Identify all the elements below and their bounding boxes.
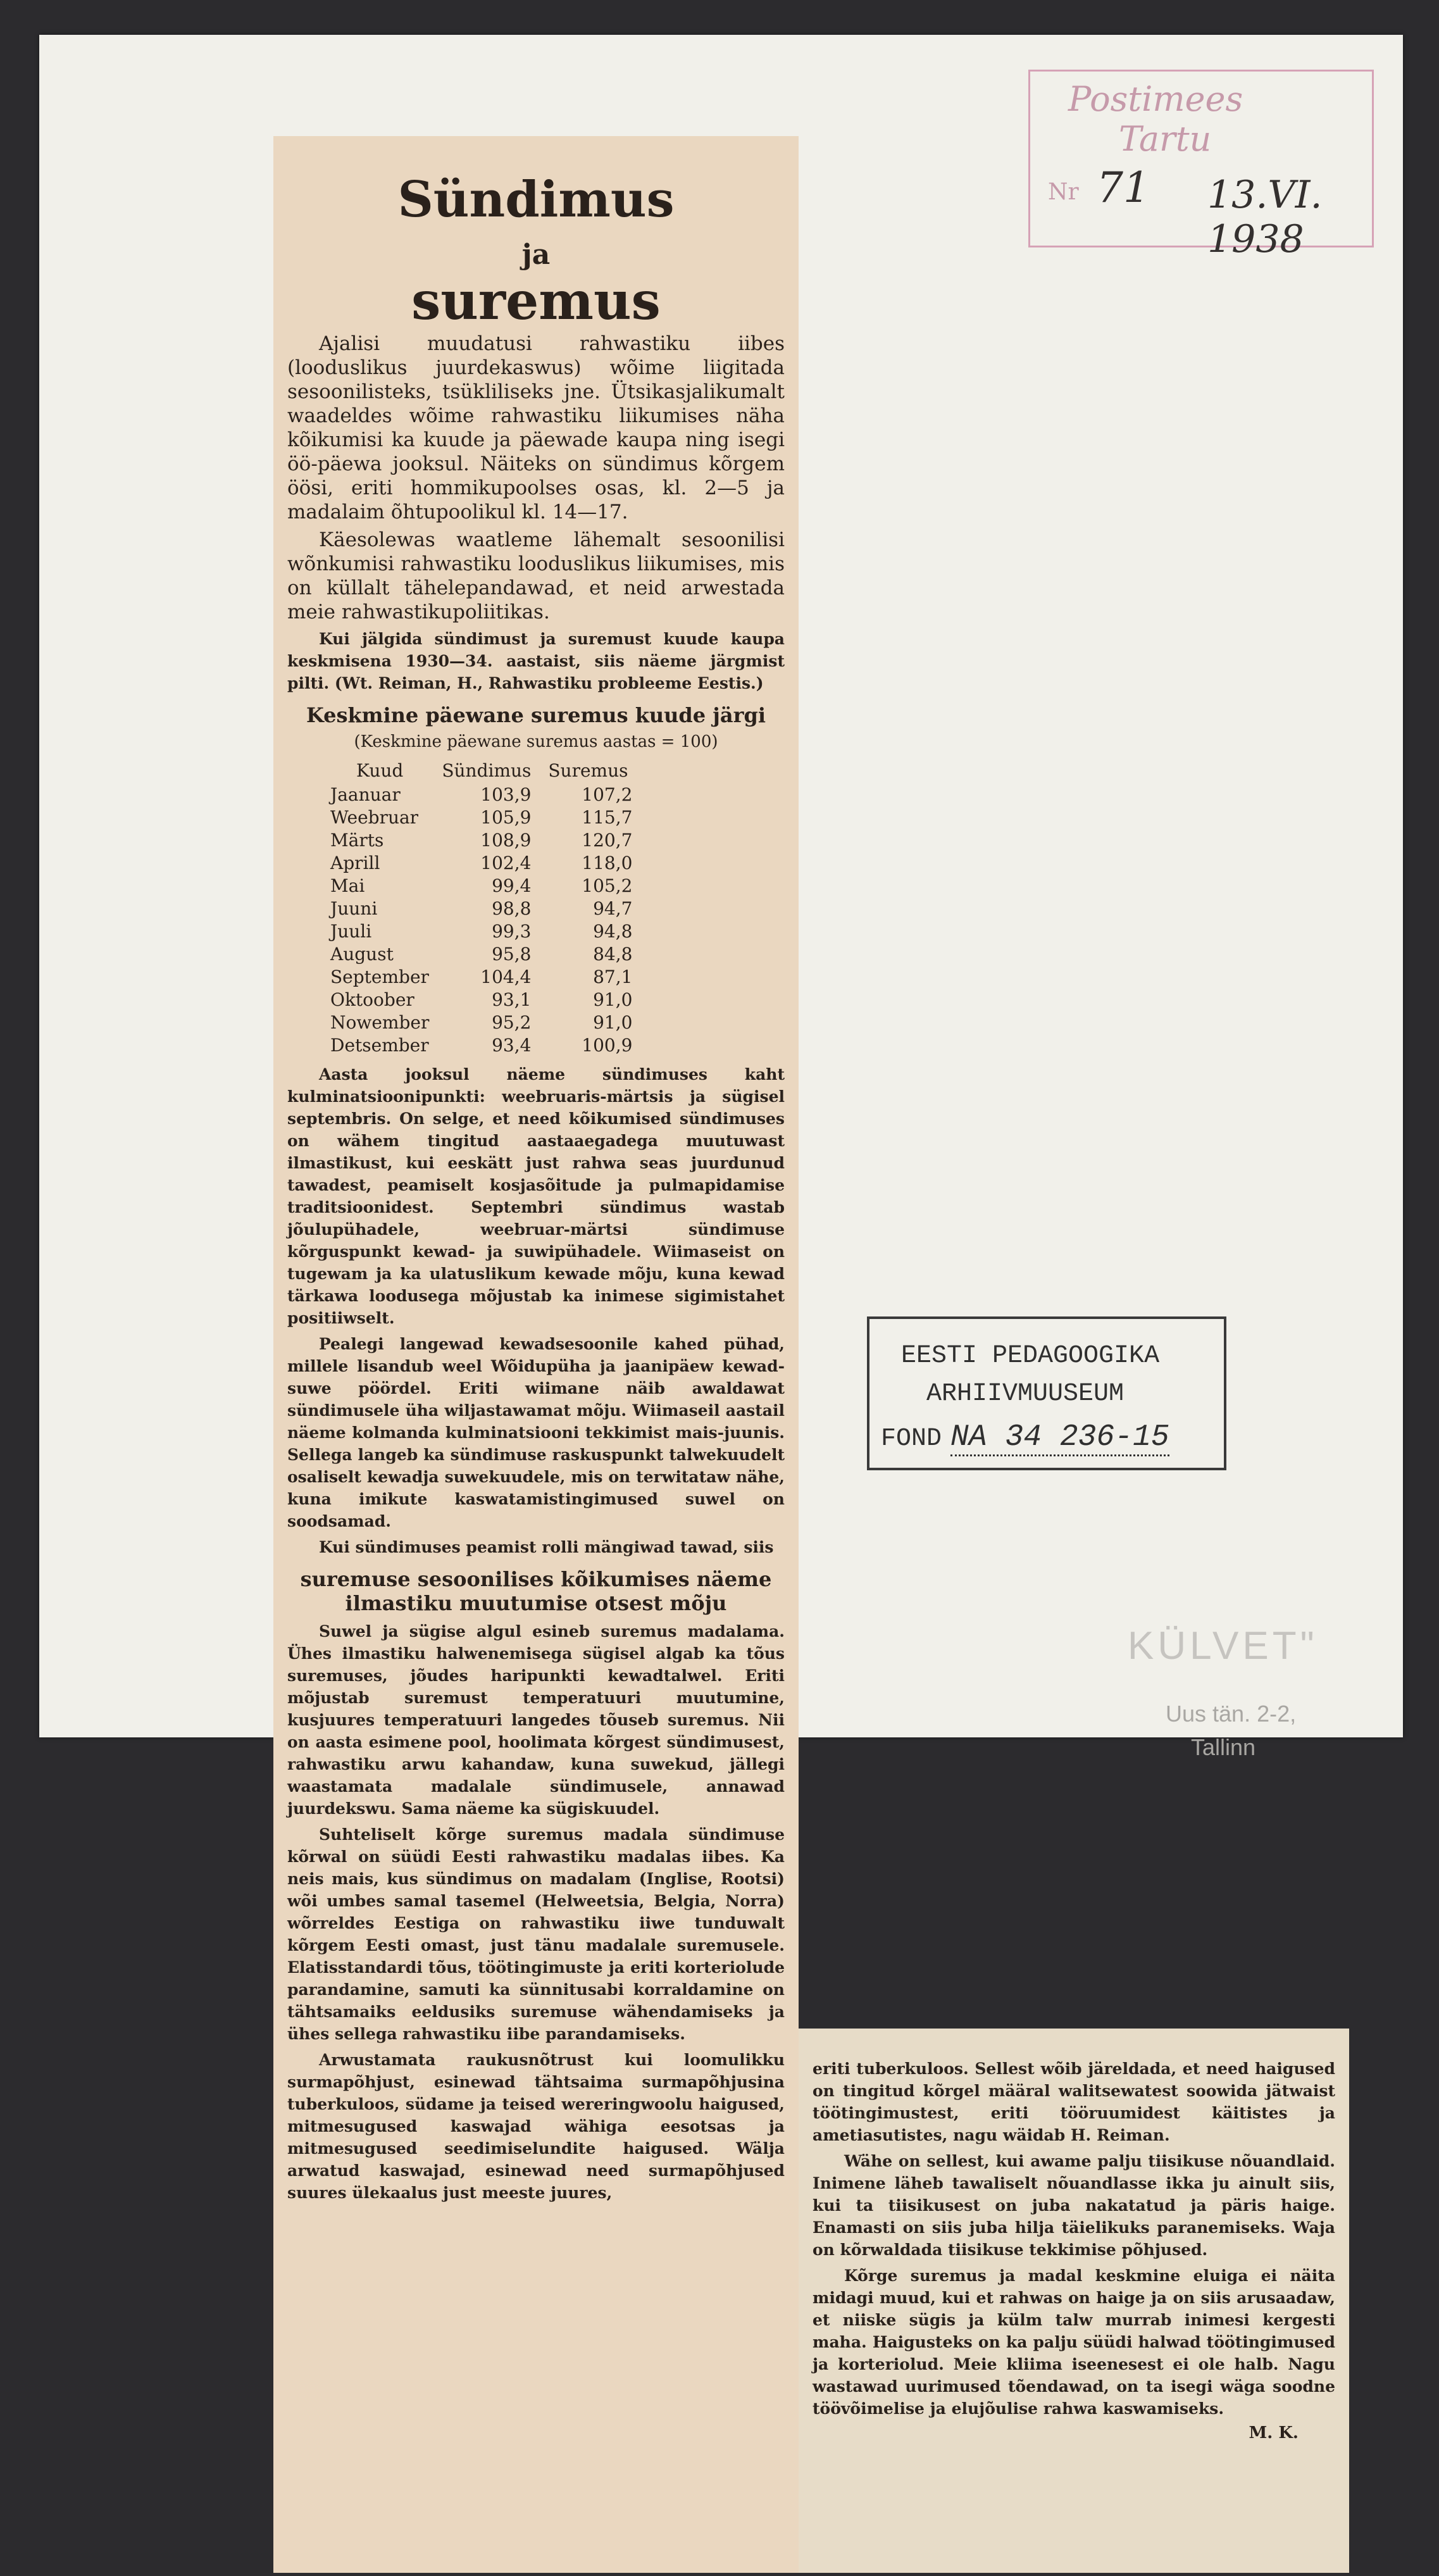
table-row (324, 875, 639, 897)
deaths-cell: 105,2 (582, 875, 633, 896)
births-cell: 105,9 (480, 807, 532, 828)
table-row (324, 943, 639, 966)
paragraph-11: Wähe on sellest, kui awame palju tiisikuse nõuandlaid. Inimene läheb tawaliselt nõuandlasse ikka ju ainult siis, kui ta tiisikusest on juba nakatatud ja päris haige. Enamasti on siis juba hilja täielikuks paranemiseks. Waja on kõrwaldada tiisikuse tekkimise põhjused. (813, 2152, 1335, 2259)
deaths-cell: 91,0 (593, 989, 633, 1010)
deaths-cell: 84,8 (593, 944, 633, 965)
births-cell: 104,4 (480, 966, 532, 987)
paragraph-10: eriti tuberkuloos. Sellest wõib järeldada, et need haigused on tingitud kõrgel määral walitsewatest soowida jätwaist töötingimustest, eriti tööruumidest käitistes ja ametiasutistes, nagu wäidab H. Reiman. (813, 2060, 1335, 2144)
deaths-cell: 107,2 (582, 784, 633, 805)
table-row (324, 1034, 639, 1057)
printer-mark-name: KÜLVET" (1128, 1624, 1318, 1668)
fond-stamp-line3 (881, 1420, 1169, 1454)
paragraph-12: Kõrge suremus ja madal keskmine eluiga ei näita midagi muud, kui et rahwas on haige ja on siis arusaadaw, et niiske sügis ja külm talw murrab inimesi kergesti maha. Haigusteks on ka palju süüdi halwad töötingimused ja korteriolud. Meie kliima iseenesest ei ole halb. Nagu wastawad uurimused tõendawad, on ta isegi wäga soodne töövõimelise ja elujõulise rahwa kaswamiseks. (813, 2267, 1335, 2418)
table-row (324, 897, 639, 920)
births-cell: 95,2 (492, 1012, 532, 1033)
paragraph-5: Pealegi langewad kewadsesoonile kahed pühad, millele lisandub weel Wõidupüha ja jaanipäew kewad-suwe pöördel. Eriti wiimane näib awaldawat sündimusele üha wiljastawamat mõju. Wiimaseil aastail näeme kolmanda kulminatsiooni tekkimist mais-juunis. Sellega langeb ka sündimuse raskuspunkt talwekuudelt osaliselt kewadja suwekuudele, mis on terwitataw nähe, kuna imikute kaswatamistingimused suwel on soodsamad. (287, 1335, 785, 1530)
deaths-cell: 120,7 (582, 830, 633, 851)
stamp-city: Tartu (1119, 119, 1212, 159)
stamp-nr-label: Nr (1048, 179, 1079, 205)
births-cell: 93,1 (492, 989, 532, 1010)
paragraph-3: Kui jälgida sündimust ja suremust kuude kaupa keskmisena 1930—34. aastaist, siis näeme järgmist pilti. (Wt. Reiman, H., Rahwastiku probleeme Eestis.) (287, 630, 785, 692)
table-header-births: Sündimus (442, 760, 532, 781)
paragraph-4: Aasta jooksul näeme sündimuses kaht kulminatsioonipunkti: weebruaris-märtsis ja sügisel septembris. On selge, et need kõikumised sündimuses on wähem tingitud aastaaegadega muutuwast ilmastikust, kui eeskätt just rahwa seas juurdunud tawadest, peamiselt kosjasõitude ja pulmapidamise traditsioonidest. Septembri sündimus wastab jõulupühadele, weebruar-märtsi sündimuse kõrguspunkt kewad- ja suwipühadele. Wiimaseist on tugewam ja ka ulatuslikum kewade mõju, kuna kewad tärkawa loodusega mõjustab ka inimese sigimistahet positiiwselt. (287, 1065, 785, 1327)
month-cell: Juuni (330, 898, 378, 919)
fond-stamp-line1: EESTI PEDAGOOGIKA (901, 1342, 1160, 1370)
article-title-and: ja (521, 239, 551, 271)
section-heading: suremuse sesoonilises kõikumises näeme ilmastiku muutumise otsest mõju (300, 1567, 772, 1615)
deaths-cell: 87,1 (593, 966, 633, 987)
table-row (324, 966, 639, 989)
month-cell: September (330, 966, 429, 987)
newspaper-clipping-main (273, 136, 799, 2573)
mortality-table (324, 760, 639, 1057)
article-title-2: suremus (411, 271, 661, 332)
deaths-cell: 115,7 (582, 807, 633, 828)
table-header-row (324, 760, 639, 784)
month-cell: August (330, 944, 394, 965)
month-cell: Märts (330, 830, 384, 851)
table-row (324, 806, 639, 829)
newspaper-stamp (1028, 70, 1374, 261)
deaths-cell: 94,8 (593, 921, 633, 942)
cut-edge (799, 2029, 1349, 2058)
births-cell: 102,4 (480, 853, 532, 873)
month-cell: Aprill (330, 853, 380, 873)
paragraph-9: Arwustamata raukusnõtrust kui loomulikku surmapõhjust, esinewad tähtsaima surmapõhjusina tuberkuloos, südame ja teised wereringwoolu haigused, mitmesugused kaswajad wähiga eesotsas ja mitmesugused seedimiselundite haigused. Wälja arwatud kaswajad, esinewad need surmapõhjused suures ülekaalus just meeste juures, (287, 2051, 785, 2202)
month-cell: Nowember (330, 1012, 430, 1033)
deaths-cell: 100,9 (582, 1035, 633, 1056)
paragraph-2: Käesolewas waatleme lähemalt sesoonilisi wõnkumisi rahwastiku looduslikus liikumises, mis on küllalt tähelepandawad, et neid arwestada meie rahwastikupoliitikas. (287, 528, 785, 623)
paragraph-6: Kui sündimuses peamist rolli mängiwad tawad, siis (319, 1538, 774, 1556)
births-cell: 103,9 (480, 784, 532, 805)
printer-mark-address: Uus tän. 2-2, (1166, 1701, 1297, 1727)
newspaper-clipping-continuation (799, 2029, 1349, 2573)
paragraph-7: Suwel ja sügise algul esineb suremus madalama. Ühes ilmastiku halwenemisega sügisel algab ka tõus suremuses, jõudes haripunkti kewadtalwel. Eriti mõjustab suremust temperatuuri muutumine, kusjuures temperatuuri langedes tõuseb suremus. Nii on aasta esimene pool, hoolimata kõrgest sündimusest, rahwastiku arwu kahandaw, kuna suwekud, jällegi waastamata madalale sündimusele, annawad juurdekswu. Sama näeme ka sügiskuudel. (287, 1622, 785, 1818)
births-cell: 93,4 (492, 1035, 532, 1056)
deaths-cell: 94,7 (593, 898, 633, 919)
births-cell: 98,8 (492, 898, 532, 919)
births-cell: 99,3 (492, 921, 532, 942)
deaths-cell: 118,0 (582, 853, 633, 873)
archive-fond-stamp (867, 1316, 1226, 1470)
table-row (324, 784, 639, 806)
paragraph-1: Ajalisi muudatusi rahwastiku iibes (looduslikus juurdekaswus) wõime liigitada sesoonilisteks, tsükliliseks jne. Ütsikasjalikumalt waadeldes wõime rahwastiku liikumises näha kõikumisi ka kuude ja päewade kaupa ning isegi öö-päewa jooksul. Näiteks on sündimus kõrgem öösi, eriti hommikupoolses osas, kl. 2—5 ja madalaim õhtupoolikul kl. 14—17. (287, 332, 785, 523)
stamp-number: 71 (1097, 163, 1150, 212)
fond-value: NA 34 236-15 (950, 1420, 1169, 1456)
printer-mark-city: Tallinn (1191, 1734, 1256, 1760)
table-header-deaths: Suremus (548, 760, 628, 781)
stamp-newspaper-name: Postimees (1068, 79, 1243, 119)
table-row (324, 920, 639, 943)
month-cell: Weebruar (330, 807, 419, 828)
month-cell: Oktoober (330, 989, 414, 1010)
signature: M. K. (1249, 2423, 1299, 2442)
month-cell: Juuli (330, 921, 372, 942)
month-cell: Mai (330, 875, 365, 896)
stamp-date: 13.VI. 1938 (1207, 173, 1323, 261)
deaths-cell: 91,0 (593, 1012, 633, 1033)
births-cell: 108,9 (480, 830, 532, 851)
table-note: (Keskmine päewane suremus aastas = 100) (354, 732, 718, 751)
fond-label: FOND (881, 1425, 942, 1453)
table-row (324, 829, 639, 852)
table-row (324, 1011, 639, 1034)
month-cell: Jaanuar (330, 784, 401, 805)
table-title: Keskmine päewane suremus kuude järgi (306, 703, 766, 727)
births-cell: 95,8 (492, 944, 532, 965)
table-row (324, 852, 639, 875)
fond-stamp-line2: ARHIIVMUUSEUM (926, 1380, 1124, 1408)
table-row (324, 989, 639, 1011)
table-header-month: Kuud (356, 760, 404, 781)
births-cell: 99,4 (492, 875, 532, 896)
month-cell: Detsember (330, 1035, 429, 1056)
article-title: Sündimus (397, 171, 675, 228)
paragraph-8: Suhteliselt kõrge suremus madala sündimuse kõrwal on süüdi Eesti rahwastiku madalas iibes. Ka neis mais, kus sündimus on madalam (Inglise, Rootsi) wõi umbes samal tasemel (Helweetsia, Belgia, Norra) wõrreldes Eestiga on rahwastiku iiwe tunduwalt kõrgem Eesti omast, just tänu madalale suremusele. Elatisstandardi tõus, töötingimuste ja eriti korteriolude parandamine, samuti ka sünnitusabi korraldamine on tähtsamaiks eeldusiks suremuse wähendamiseks ja ühes sellega rahwastiku iibe parandamiseks. (287, 1825, 785, 2043)
